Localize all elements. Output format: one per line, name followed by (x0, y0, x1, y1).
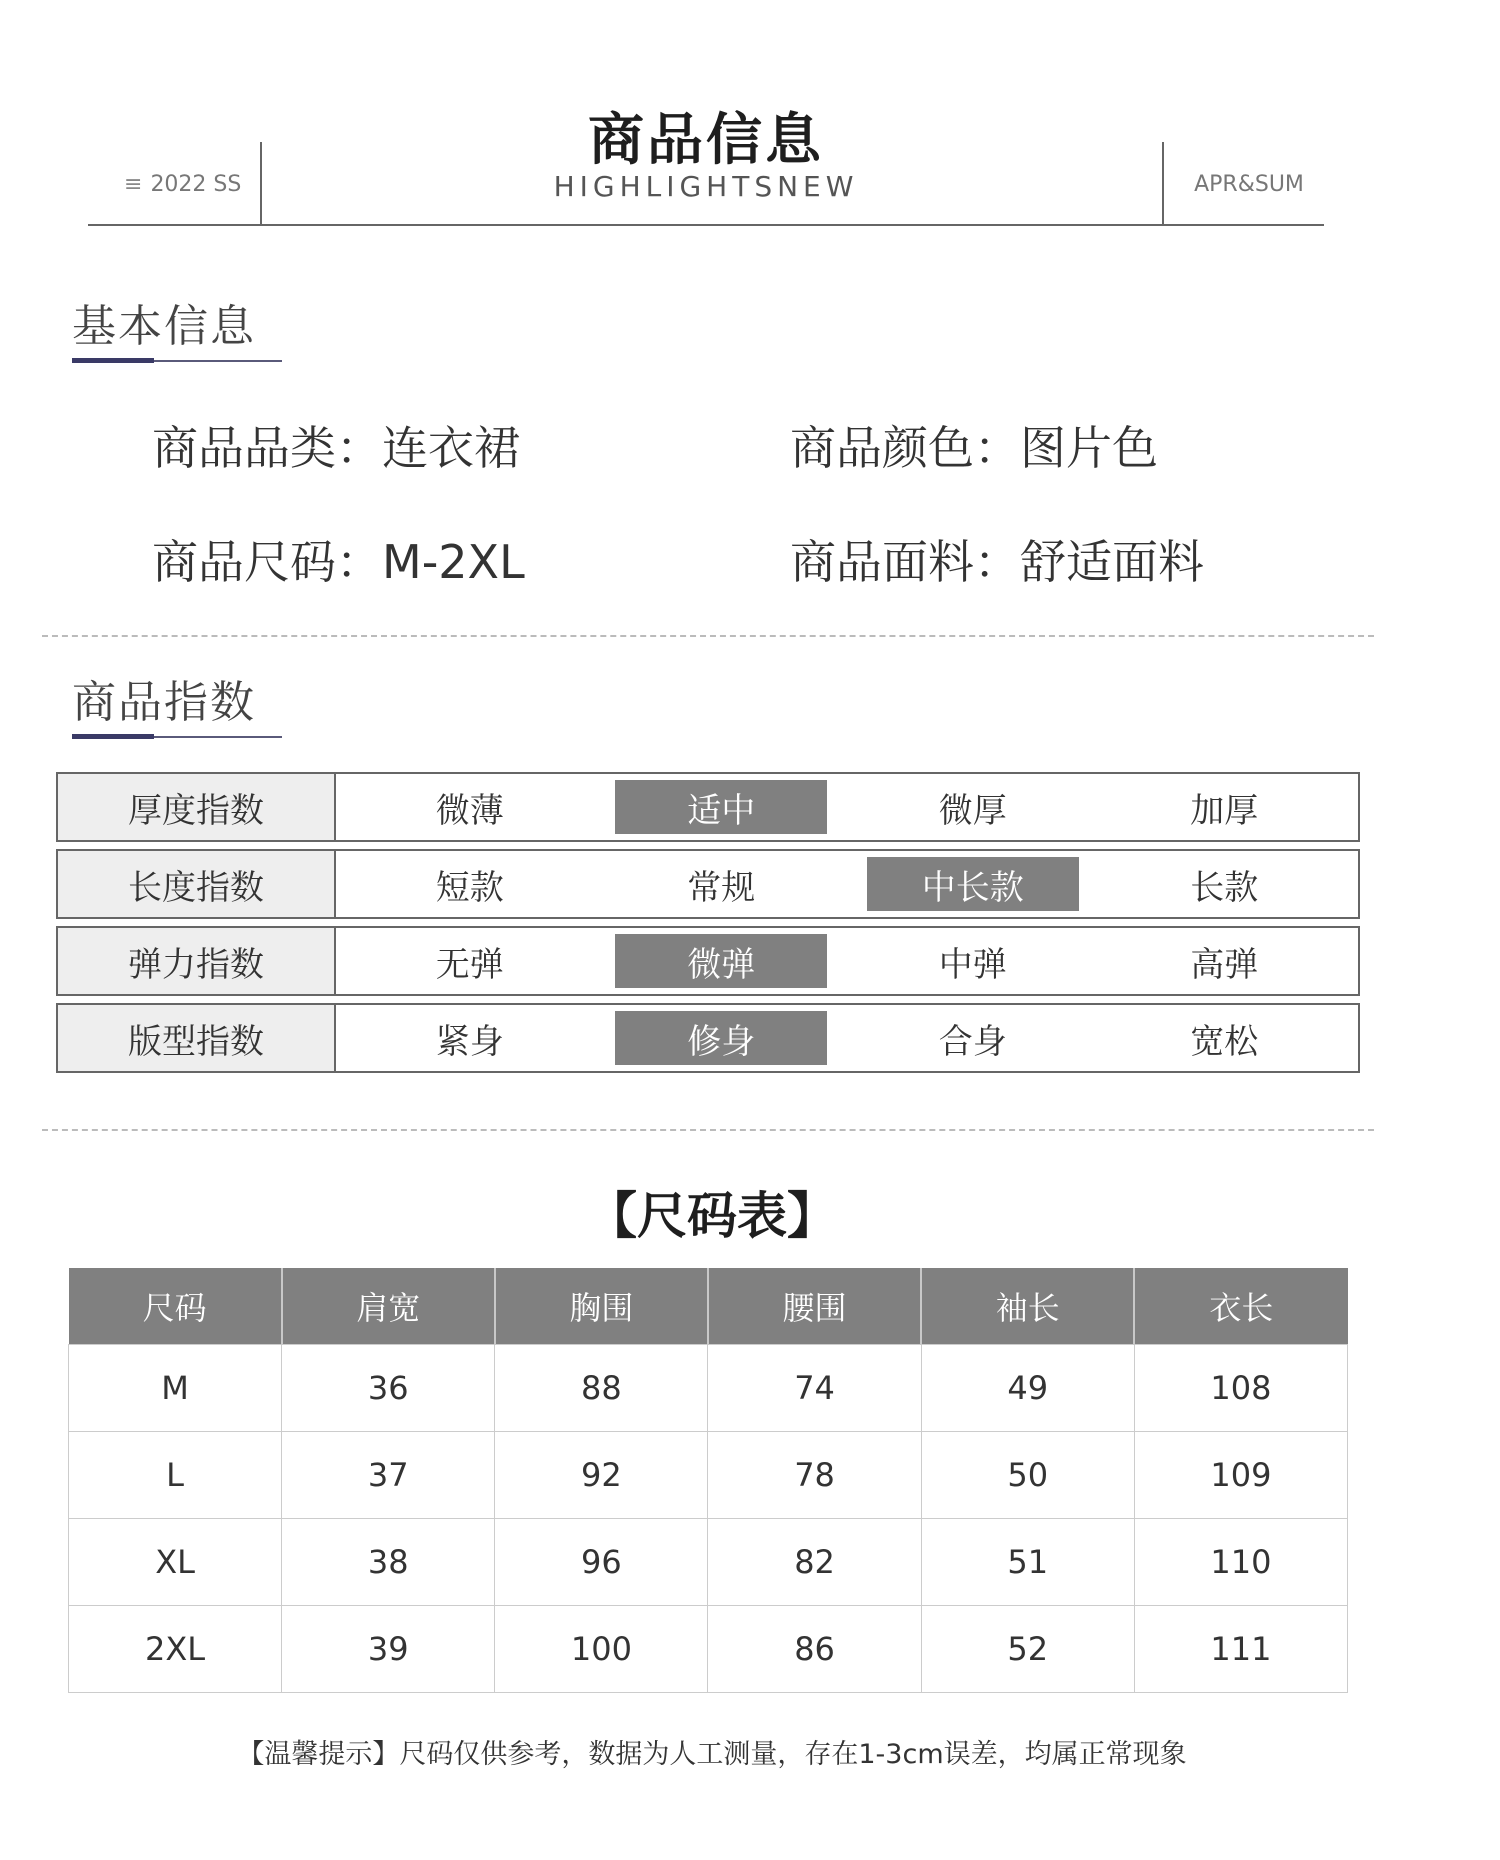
basic-info-heading-text: 基本信息 (72, 301, 256, 352)
index-label: 弹力指数 (58, 928, 336, 994)
table-cell: XL (69, 1518, 282, 1605)
size-table-title: 【尺码表】 (587, 1187, 837, 1245)
table-row (69, 1605, 1348, 1692)
index-option: 微薄 (435, 790, 504, 831)
info-label: 商品颜色： (790, 421, 1020, 475)
column-header: 胸围 (495, 1268, 708, 1344)
index-option: 短款 (435, 867, 504, 908)
index-option: 中弹 (938, 944, 1007, 985)
page-header (88, 96, 1324, 226)
table-cell: 88 (495, 1344, 708, 1431)
index-option-selected: 适中 (615, 780, 827, 834)
page-title: 商品信息 (588, 108, 824, 173)
size-note: 【温馨提示】尺码仅供参考，数据为人工测量，存在1-3cm误差，均属正常现象 (237, 1739, 1187, 1770)
table-cell: 2XL (69, 1605, 282, 1692)
section-divider (42, 1129, 1374, 1131)
table-cell: 49 (921, 1344, 1134, 1431)
info-value: M-2XL (382, 535, 525, 589)
table-header-row (69, 1268, 1348, 1344)
column-header: 袖长 (921, 1268, 1134, 1344)
table-cell: 39 (282, 1605, 495, 1692)
table-cell: 78 (708, 1431, 921, 1518)
index-row-length (56, 849, 1360, 919)
index-option: 加厚 (1190, 790, 1259, 831)
column-header: 衣长 (1134, 1268, 1347, 1344)
index-option: 紧身 (435, 1021, 504, 1062)
info-color (790, 412, 1158, 478)
heading-underline (72, 736, 282, 738)
index-heading-text: 商品指数 (72, 677, 256, 728)
table-cell: L (69, 1431, 282, 1518)
table-cell: 108 (1134, 1344, 1347, 1431)
table-cell: 100 (495, 1605, 708, 1692)
index-option: 长款 (1190, 867, 1259, 908)
table-row (69, 1344, 1348, 1431)
info-label: 商品尺码： (152, 535, 382, 589)
table-cell: 92 (495, 1431, 708, 1518)
collection-label: APR&SUM (1194, 172, 1304, 197)
table-cell: 36 (282, 1344, 495, 1431)
heading-underline (72, 360, 282, 362)
column-header: 肩宽 (282, 1268, 495, 1344)
column-header: 尺码 (69, 1268, 282, 1344)
info-value: 连衣裙 (382, 421, 520, 475)
table-cell: 96 (495, 1518, 708, 1605)
info-value: 图片色 (1020, 421, 1158, 475)
table-cell: 109 (1134, 1431, 1347, 1518)
info-category (152, 412, 520, 478)
info-value: 舒适面料 (1020, 535, 1204, 589)
index-option-selected: 修身 (615, 1011, 827, 1065)
column-header: 腰围 (708, 1268, 921, 1344)
info-label: 商品面料： (790, 535, 1020, 589)
index-option: 宽松 (1190, 1021, 1259, 1062)
table-cell: 52 (921, 1605, 1134, 1692)
table-cell: 51 (921, 1518, 1134, 1605)
index-option: 合身 (938, 1021, 1007, 1062)
index-option: 常规 (687, 867, 756, 908)
index-option: 高弹 (1190, 944, 1259, 985)
section-divider (42, 635, 1374, 637)
index-option-selected: 微弹 (615, 934, 827, 988)
table-cell: 50 (921, 1431, 1134, 1518)
info-size (152, 526, 525, 592)
table-row (69, 1431, 1348, 1518)
index-row-elasticity (56, 926, 1360, 996)
index-label: 厚度指数 (58, 774, 336, 840)
header-divider-bottom (88, 224, 1324, 226)
table-cell: M (69, 1344, 282, 1431)
index-row-thickness (56, 772, 1360, 842)
table-cell: 74 (708, 1344, 921, 1431)
table-cell: 37 (282, 1431, 495, 1518)
size-table (68, 1268, 1348, 1693)
table-cell: 38 (282, 1518, 495, 1605)
info-fabric (790, 526, 1204, 592)
table-cell: 110 (1134, 1518, 1347, 1605)
basic-info-heading (72, 290, 282, 362)
table-cell: 111 (1134, 1605, 1347, 1692)
page-subtitle: HIGHLIGHTSNEW (553, 170, 859, 203)
table-cell: 82 (708, 1518, 921, 1605)
index-label: 版型指数 (58, 1005, 336, 1071)
table-row (69, 1518, 1348, 1605)
index-heading (72, 666, 282, 738)
table-cell: 86 (708, 1605, 921, 1692)
index-label: 长度指数 (58, 851, 336, 917)
index-option: 无弹 (435, 944, 504, 985)
season-text: 2022 SS (150, 172, 242, 197)
menu-icon: ≡ (124, 172, 143, 197)
info-label: 商品品类： (152, 421, 382, 475)
index-option-selected: 中长款 (867, 857, 1079, 911)
index-row-fit (56, 1003, 1360, 1073)
index-option: 微厚 (938, 790, 1007, 831)
